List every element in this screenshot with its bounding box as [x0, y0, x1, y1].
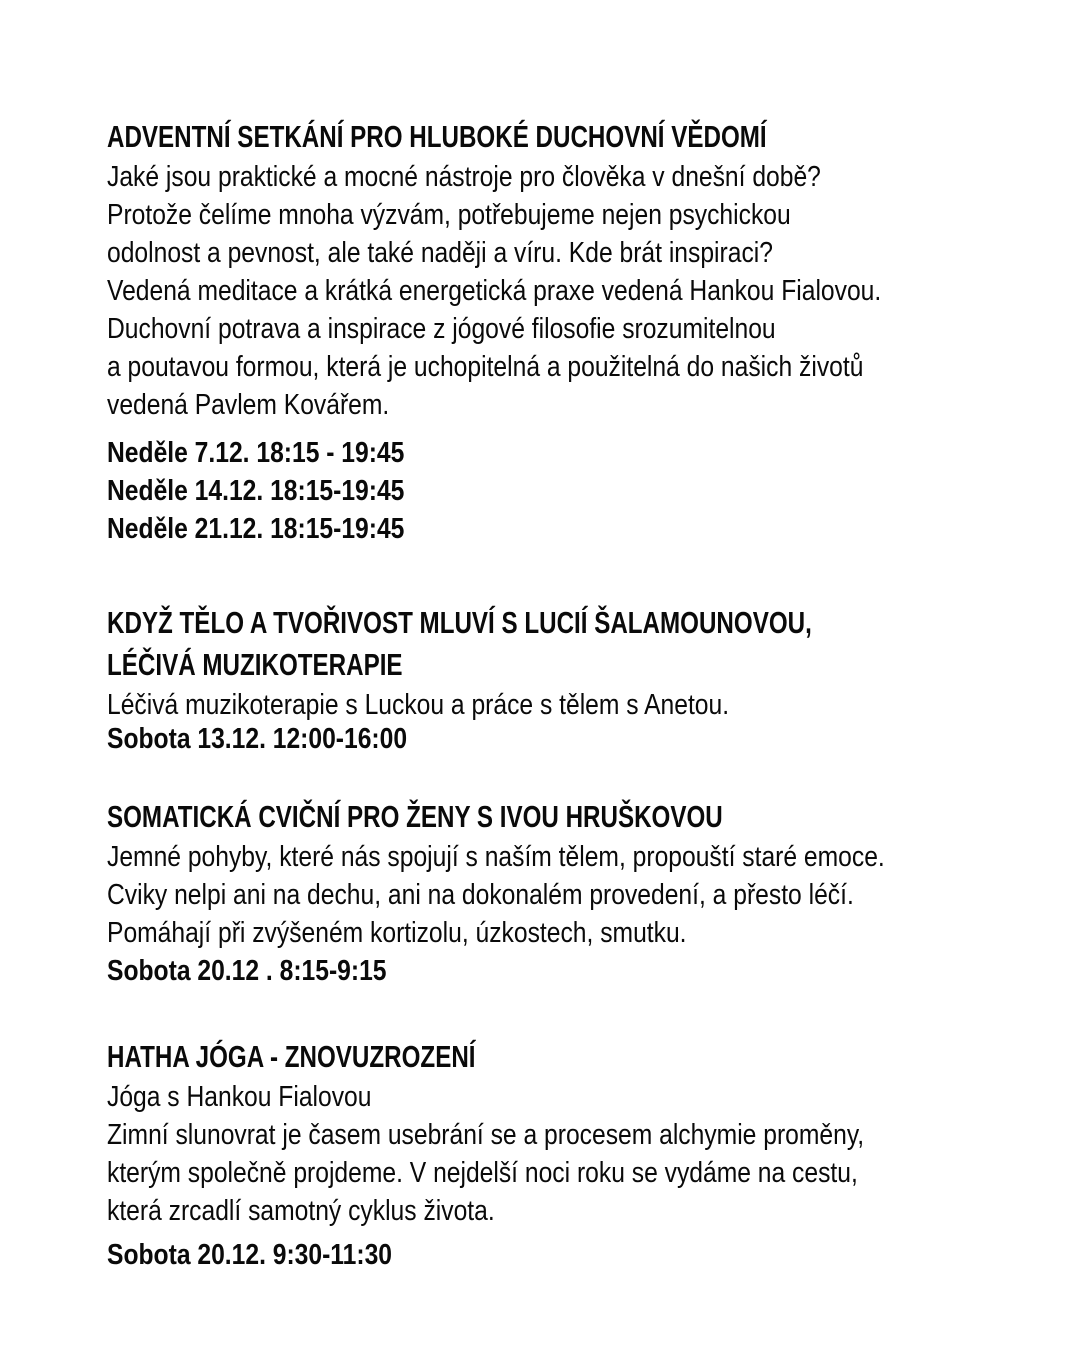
- description-line: která zrcadlí samotný cyklus života.: [107, 1195, 495, 1227]
- event-description: [107, 1078, 1040, 1230]
- description-line: Zimní slunovrat je časem usebrání se a procesem alchymie proměny,: [107, 1119, 865, 1151]
- description-line: kterým společně projdeme. V nejdelší noci roku se vydáme na cestu,: [107, 1157, 858, 1189]
- event-title-line: KDYŽ TĚLO A TVOŘIVOST MLUVÍ S LUCIÍ ŠALAMOUNOVOU,: [107, 605, 812, 640]
- event-title: [107, 116, 1040, 158]
- event-section-leciva-muzikoterapie: [107, 602, 1040, 758]
- event-schedule: [107, 434, 1040, 548]
- event-title-line: SOMATICKÁ CVIČNÍ PRO ŽENY S IVOU HRUŠKOVOU: [107, 799, 723, 834]
- description-line: odolnost a pevnost, ale také naději a víru. Kde brát inspiraci?: [107, 237, 773, 269]
- schedule-date-line: Neděle 21.12. 18:15-19:45: [107, 513, 405, 545]
- description-line: Jemné pohyby, které nás spojují s naším tělem, propouští staré emoce.: [107, 841, 885, 873]
- schedule-date-line: Sobota 20.12. 9:30-11:30: [107, 1239, 393, 1271]
- event-description: [107, 158, 1040, 424]
- schedule-date-line: Neděle 7.12. 18:15 - 19:45: [107, 437, 405, 469]
- event-title: [107, 602, 1040, 686]
- description-line: Duchovní potrava a inspirace z jógové filosofie srozumitelnou: [107, 313, 776, 345]
- schedule-date-line: Sobota 13.12. 12:00-16:00: [107, 723, 408, 755]
- event-section-hatha-joga: [107, 1036, 1040, 1274]
- event-section-somaticka-cvicni: [107, 796, 1040, 990]
- event-section-adventni-setkani: [107, 116, 1040, 548]
- description-line: Léčivá muzikoterapie s Luckou a práce s tělem s Anetou.: [107, 689, 730, 721]
- description-line: Jóga s Hankou Fialovou: [107, 1081, 372, 1113]
- schedule-date-line: Neděle 14.12. 18:15-19:45: [107, 475, 405, 507]
- event-schedule: [107, 952, 1040, 990]
- event-schedule: [107, 720, 1040, 758]
- description-line: Pomáhají při zvýšeném kortizolu, úzkostech, smutku.: [107, 917, 687, 949]
- description-line: Cviky nelpi ani na dechu, ani na dokonalém provedení, a přesto léčí.: [107, 879, 854, 911]
- event-description: [107, 686, 1040, 724]
- description-line: Jaké jsou praktické a mocné nástroje pro člověka v dnešní době?: [107, 161, 821, 193]
- schedule-date-line: Sobota 20.12 . 8:15-9:15: [107, 955, 387, 987]
- event-title: [107, 796, 1040, 838]
- description-line: Protože čelíme mnoha výzvám, potřebujeme nejen psychickou: [107, 199, 791, 231]
- event-schedule: [107, 1236, 1040, 1274]
- event-title: [107, 1036, 1040, 1078]
- event-title-line: ADVENTNÍ SETKÁNÍ PRO HLUBOKÉ DUCHOVNÍ VĚDOMÍ: [107, 119, 767, 154]
- description-line: a poutavou formou, která je uchopitelná a použitelná do našich životů: [107, 351, 864, 383]
- description-line: vedená Pavlem Kovářem.: [107, 389, 390, 421]
- event-description: [107, 838, 1040, 952]
- event-title-line: LÉČIVÁ MUZIKOTERAPIE: [107, 647, 403, 682]
- description-line: Vedená meditace a krátká energetická praxe vedená Hankou Fialovou.: [107, 275, 882, 307]
- event-title-line: HATHA JÓGA - ZNOVUZROZENÍ: [107, 1039, 476, 1074]
